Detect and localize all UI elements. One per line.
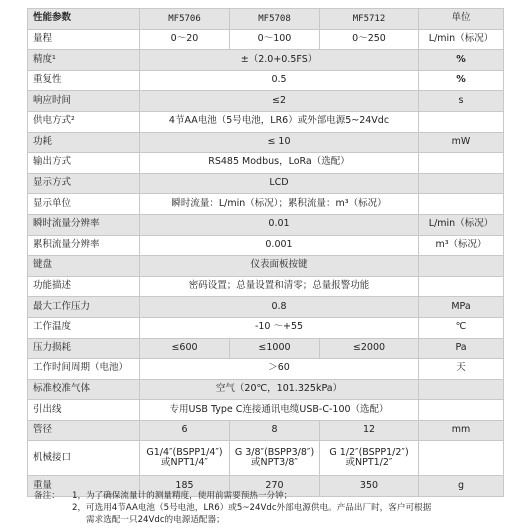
table-row [28, 132, 504, 153]
interface-line: G 1/2″(BSPP1/2″) [329, 446, 409, 458]
table-row [28, 194, 504, 215]
table-row [28, 400, 504, 421]
notes [34, 490, 504, 526]
table-row [28, 70, 504, 91]
row-value: -10 ～+55 [140, 317, 419, 338]
note-item [34, 502, 504, 514]
row-label: 压力损耗 [28, 338, 140, 359]
row-value: 0～250 [320, 29, 419, 50]
table-row [28, 111, 504, 132]
table-row [28, 91, 504, 112]
row-unit [419, 276, 504, 297]
note-item [34, 490, 504, 502]
row-unit: s [419, 91, 504, 112]
note-text: 可选用4节AA电池（5号电池，LR6）或5~24Vdc外部电源供电。产品出厂时，客户可根据 [86, 503, 432, 513]
row-label: 管径 [28, 420, 140, 441]
row-unit: MPa [419, 297, 504, 318]
table-row [28, 379, 504, 400]
row-label: 键盘 [28, 256, 140, 277]
row-value: ≤600 [140, 338, 230, 359]
table-header-row [28, 9, 504, 30]
row-unit: % [419, 50, 504, 71]
row-label: 功能描述 [28, 276, 140, 297]
row-value: ≤2000 [320, 338, 419, 359]
row-unit: L/min（标况） [419, 29, 504, 50]
row-value: 270 [230, 476, 320, 497]
row-value: 12 [320, 420, 419, 441]
row-value: ≤1000 [230, 338, 320, 359]
row-unit [419, 194, 504, 215]
row-label: 输出方式 [28, 153, 140, 174]
row-value: 0.8 [140, 297, 419, 318]
row-value: 专用USB Type C连接通讯电缆USB-C-100（选配） [140, 400, 419, 421]
table-row [28, 256, 504, 277]
row-unit: 天 [419, 359, 504, 380]
row-label: 工作时间周期（电池） [28, 359, 140, 380]
row-value: ＞60 [140, 359, 419, 380]
row-label: 重量 [28, 476, 140, 497]
row-unit [419, 173, 504, 194]
table-row [28, 420, 504, 441]
row-label: 累积流量分辨率 [28, 235, 140, 256]
row-unit: mW [419, 132, 504, 153]
row-value: 0.01 [140, 214, 419, 235]
interface-line: G 3/8″(BSPP3/8″) [234, 446, 315, 458]
row-value: 仪表面板按键 [140, 256, 419, 277]
row-unit: ℃ [419, 317, 504, 338]
header-model-3: MF5712 [320, 9, 419, 30]
table-row [28, 153, 504, 174]
interface-line: 或NPT1/4″ [161, 457, 208, 469]
header-unit: 单位 [419, 9, 504, 30]
row-value: 6 [140, 420, 230, 441]
interface-line: 或NPT3/8″ [251, 457, 298, 469]
note-number: 2， [72, 503, 87, 513]
table-row [28, 276, 504, 297]
row-label: 瞬时流量分辨率 [28, 214, 140, 235]
note-text: 为了确保流量计的测量精度，使用前需要预热一分钟； [86, 491, 293, 501]
row-label: 量程 [28, 29, 140, 50]
header-model-1: MF5706 [140, 9, 230, 30]
row-unit [419, 441, 504, 476]
table-row [28, 50, 504, 71]
table-row [28, 173, 504, 194]
row-unit [419, 256, 504, 277]
row-label: 功耗 [28, 132, 140, 153]
row-unit: % [419, 70, 504, 91]
header-model-2: MF5708 [230, 9, 320, 30]
row-value [230, 441, 320, 476]
row-unit [419, 400, 504, 421]
note-continuation: 需求选配一只24Vdc的电源适配器； [86, 515, 225, 525]
row-unit: Pa [419, 338, 504, 359]
row-unit: g [419, 476, 504, 497]
row-label: 显示单位 [28, 194, 140, 215]
note-number: 1， [72, 491, 87, 501]
table-row [28, 441, 504, 476]
table-row [28, 29, 504, 50]
table-row [28, 297, 504, 318]
row-value: LCD [140, 173, 419, 194]
row-label: 显示方式 [28, 173, 140, 194]
row-value [320, 441, 419, 476]
row-label: 机械接口 [28, 441, 140, 476]
row-label: 工作温度 [28, 317, 140, 338]
interface-line: 或NPT1/2″ [345, 457, 393, 469]
row-label: 响应时间 [28, 91, 140, 112]
table-row [28, 359, 504, 380]
notes-prefix: 备注： [34, 491, 60, 501]
table-row [28, 338, 504, 359]
row-value: 350 [320, 476, 419, 497]
row-value: 8 [230, 420, 320, 441]
row-unit: mm [419, 420, 504, 441]
row-value: RS485 Modbus，LoRa（选配） [140, 153, 419, 174]
row-value [140, 441, 230, 476]
row-unit: L/min（标况） [419, 214, 504, 235]
row-value: 0～20 [140, 29, 230, 50]
row-unit: m³（标况） [419, 235, 504, 256]
row-value: ≤2 [140, 91, 419, 112]
row-value: 密码设置；总量设置和清零；总量报警功能 [140, 276, 419, 297]
row-value: ±（2.0+0.5FS） [140, 50, 419, 71]
row-value: 4节AA电池（5号电池，LR6）或外部电源5~24Vdc [140, 111, 419, 132]
row-unit [419, 153, 504, 174]
table-row [28, 317, 504, 338]
row-unit [419, 379, 504, 400]
table-row [28, 214, 504, 235]
interface-line: G1/4″(BSPP1/4″) [146, 446, 223, 458]
header-param: 性能参数 [28, 9, 140, 30]
row-label: 精度¹ [28, 50, 140, 71]
row-value: 0.001 [140, 235, 419, 256]
row-label: 标准校准气体 [28, 379, 140, 400]
row-label: 重复性 [28, 70, 140, 91]
row-value: 空气（20℃，101.325kPa） [140, 379, 419, 400]
row-label: 引出线 [28, 400, 140, 421]
row-value: 185 [140, 476, 230, 497]
spec-table [27, 8, 504, 497]
row-value: 0～100 [230, 29, 320, 50]
row-label: 最大工作压力 [28, 297, 140, 318]
row-value: 0.5 [140, 70, 419, 91]
row-label: 供电方式² [28, 111, 140, 132]
row-value: ≤ 10 [140, 132, 419, 153]
row-value: 瞬时流量：L/min（标况）；累积流量：m³（标况） [140, 194, 419, 215]
table-row [28, 235, 504, 256]
row-unit [419, 111, 504, 132]
